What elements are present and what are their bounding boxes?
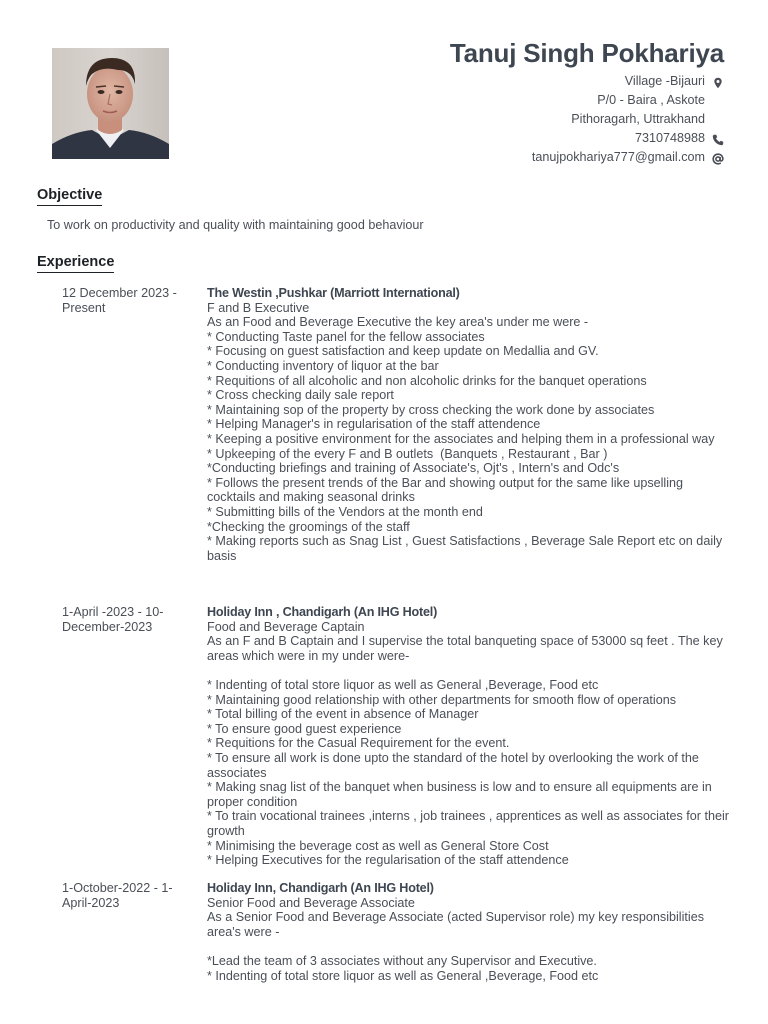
- experience-company: The Westin ,Pushkar (Marriott International): [207, 286, 460, 300]
- experience-line: *Conducting briefings and training of Associate's, Ojt's , Intern's and Odc's: [207, 461, 620, 476]
- experience-line: As an Food and Beverage Executive the key area's under me were -: [207, 315, 589, 330]
- experience-line: * Requitions for the Casual Requirement for the event.: [207, 736, 510, 751]
- experience-line: * To train vocational trainees ,interns , job trainees , apprentices as well as associates for their growth: [207, 809, 733, 838]
- experience-line: * Making snag list of the banquet when business is low and to ensure all equipments are in proper condition: [207, 780, 716, 809]
- experience-line: * Upkeeping of the every F and B outlets (Banquets , Restaurant , Bar ): [207, 446, 608, 461]
- experience-line: * Total billing of the event in absence of Manager: [207, 707, 479, 722]
- contact-text: Village -Bijauri: [624, 74, 705, 88]
- resume-header: [450, 36, 724, 167]
- experience-line: * Indenting of total store liquor as well as General ,Beverage, Food etc: [207, 677, 599, 692]
- experience-line: As a Senior Food and Beverage Associate (acted Supervisor role) my key responsibilities area's were -: [207, 910, 708, 939]
- at-icon: [712, 152, 724, 164]
- experience-date: 1-April -2023 - 10-December-2023: [62, 605, 164, 634]
- experience-details: [207, 605, 733, 868]
- contact-text: P/0 - Baira , Askote: [597, 93, 705, 107]
- experience-line: *Lead the team of 3 associates without any Supervisor and Executive.: [207, 953, 597, 968]
- experience-line: [207, 663, 729, 678]
- contact-list: [450, 72, 724, 167]
- experience-line: * Conducting inventory of liquor at the bar: [207, 358, 439, 373]
- experience-details: [207, 881, 729, 983]
- experience-line: * Indenting of total store liquor as well as General ,Beverage, Food etc: [207, 968, 599, 983]
- experience-company: Holiday Inn , Chandigarh (An IHG Hotel): [207, 605, 438, 619]
- experience-line: * Submitting bills of the Vendors at the month end: [207, 504, 483, 519]
- candidate-name: Tanuj Singh Pokhariya: [449, 38, 724, 68]
- contact-text: tanujpokhariya777@gmail.com: [531, 150, 705, 164]
- contact-line: [450, 72, 724, 91]
- contact-text: 7310748988: [634, 131, 705, 145]
- experience-line: Food and Beverage Captain: [207, 619, 365, 634]
- objective-heading: Objective: [37, 187, 102, 206]
- experience-line: * Helping Executives for the regularisation of the staff attendence: [207, 853, 569, 868]
- experience-line: * Keeping a positive environment for the associates and helping them in a professional way: [207, 431, 715, 446]
- contact-line: [450, 110, 724, 129]
- experience-line: * Focusing on guest satisfaction and keep update on Medallia and GV.: [207, 344, 599, 359]
- experience-details: [207, 286, 729, 563]
- experience-line: * To ensure good guest experience: [207, 721, 402, 736]
- experience-company: Holiday Inn, Chandigarh (An IHG Hotel): [207, 881, 434, 895]
- experience-line: * To ensure all work is done upto the standard of the hotel by overlooking the work of the associates: [207, 750, 703, 780]
- location-icon: [712, 76, 724, 88]
- experience-line: [207, 939, 729, 954]
- experience-line: F and B Executive: [207, 300, 310, 315]
- experience-line: * Maintaining good relationship with other departments for smooth flow of operations: [207, 692, 677, 707]
- experience-date: 1-October-2022 - 1-April-2023: [62, 881, 173, 910]
- objective-text: To work on productivity and quality with maintaining good behaviour: [47, 218, 424, 232]
- contact-line: [450, 91, 724, 110]
- experience-line: * Helping Manager's in regularisation of the staff attendence: [207, 417, 541, 432]
- experience-line: *Checking the groomings of the staff: [207, 519, 410, 534]
- contact-text: Pithoragarh, Uttrakhand: [571, 112, 705, 126]
- experience-line: * Requitions of all alcoholic and non alcoholic drinks for the banquet operations: [207, 373, 647, 388]
- experience-line: Senior Food and Beverage Associate: [207, 895, 415, 910]
- experience-line: * Minimising the beverage cost as well as General Store Cost: [207, 838, 549, 853]
- experience-line: As an F and B Captain and I supervise the total banqueting space of 53000 sq feet . The key areas which were in my under were-: [207, 634, 727, 663]
- experience-line: * Making reports such as Snag List , Guest Satisfactions , Beverage Sale Report etc on daily basis: [207, 534, 726, 563]
- contact-line: [450, 148, 724, 167]
- experience-line: * Cross checking daily sale report: [207, 388, 394, 403]
- experience-line: * Conducting Taste panel for the fellow associates: [207, 329, 485, 344]
- experience-line: * Maintaining sop of the property by cross checking the work done by associates: [207, 402, 655, 417]
- experience-line: * Follows the present trends of the Bar and showing output for the same like upselling cocktails and making seasonal drinks: [207, 475, 687, 505]
- profile-photo: [52, 48, 169, 159]
- phone-icon: [712, 133, 724, 145]
- experience-date: 12 December 2023 - Present: [62, 286, 177, 315]
- contact-line: [450, 129, 724, 148]
- experience-heading: Experience: [37, 254, 114, 273]
